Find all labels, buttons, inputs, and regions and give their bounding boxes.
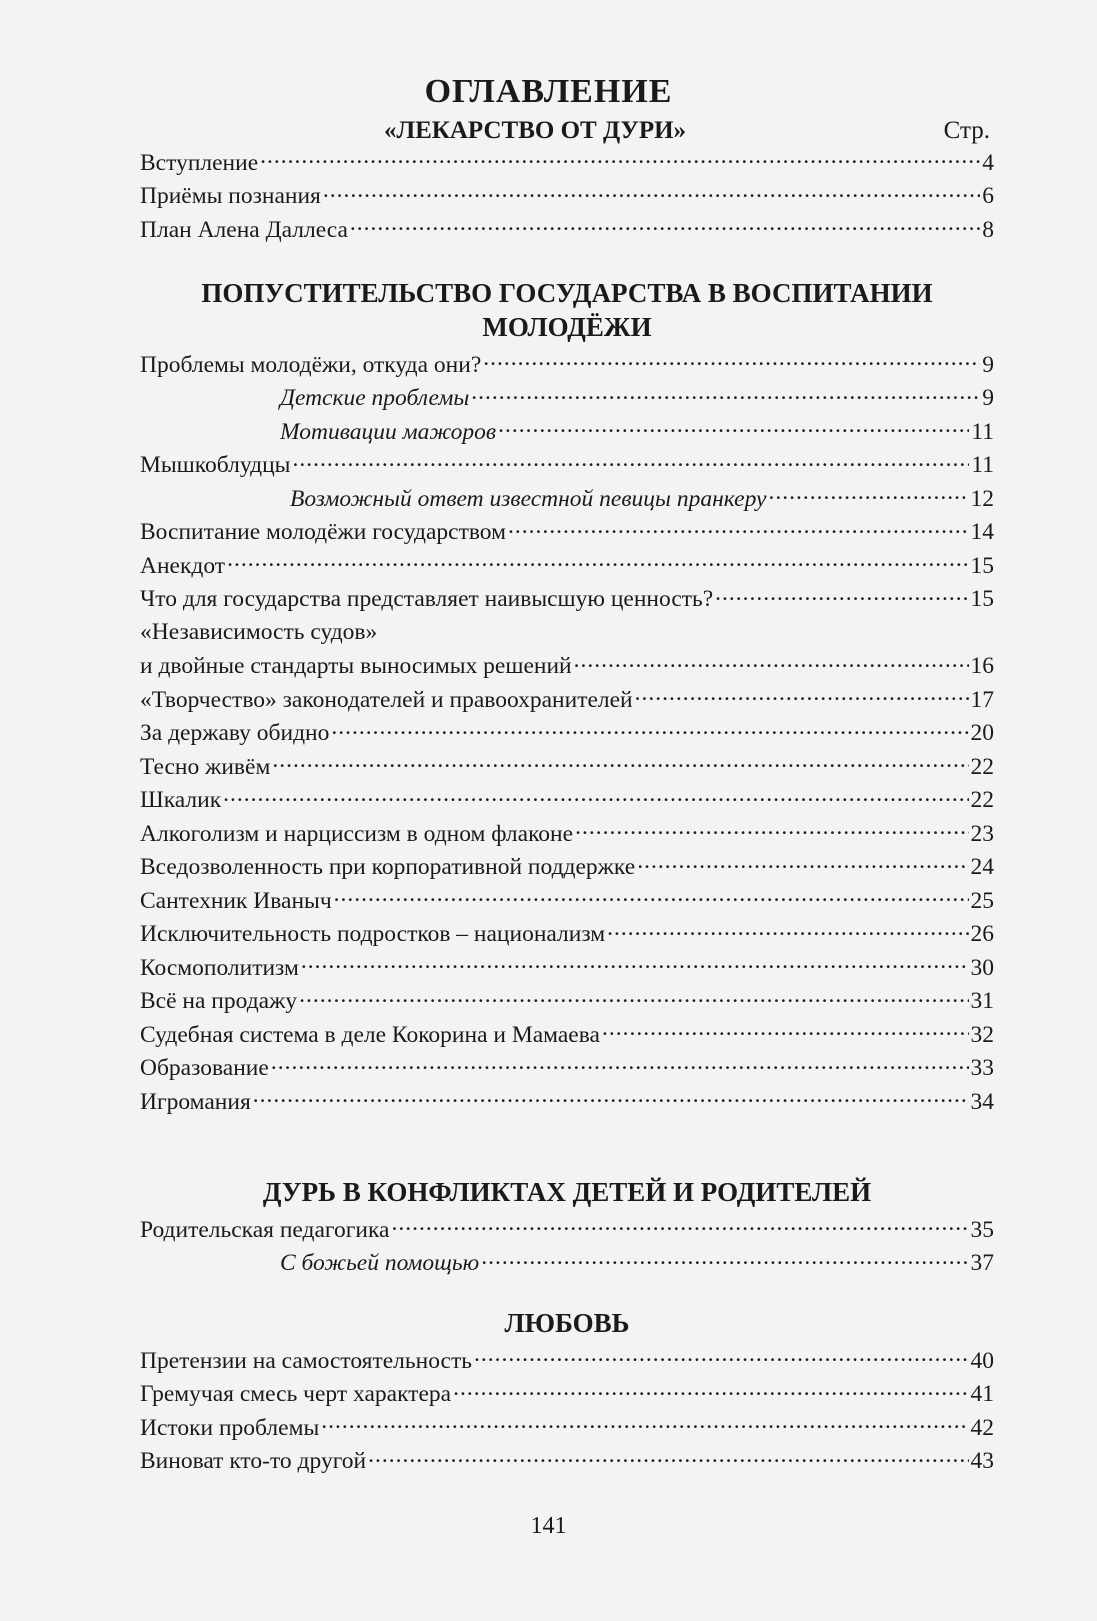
toc-section-1 — [140, 276, 994, 1119]
dot-leader — [768, 482, 968, 506]
toc-entry — [140, 784, 994, 818]
toc-entry — [140, 213, 994, 247]
dot-leader — [292, 449, 969, 473]
toc-entry-label: Возможный ответ известной певицы пранкеру — [290, 485, 767, 512]
toc-subentry — [140, 382, 994, 416]
section-heading: ЛЮБОВЬ — [504, 1308, 630, 1338]
toc-entry — [140, 1411, 994, 1445]
toc-entry-label: Приёмы познания — [140, 183, 321, 209]
toc-entry-page: 22 — [970, 753, 994, 780]
dot-leader — [227, 549, 968, 573]
toc-entry-label: Что для государства представляет наивысшую ценность? — [140, 586, 714, 612]
toc-entry — [140, 650, 994, 684]
toc-entry-page: 34 — [970, 1088, 994, 1115]
toc-entry-page: 4 — [982, 149, 994, 176]
toc-entry-page: 37 — [970, 1250, 994, 1276]
dot-leader — [331, 717, 968, 741]
dot-leader — [607, 918, 968, 942]
toc-entry-label: Алкоголизм и нарциссизм в одном флаконе — [140, 820, 574, 847]
toc-entry-page: 33 — [970, 1055, 994, 1081]
toc-entry-label: Истоки проблемы — [140, 1414, 320, 1441]
toc-entry-page: 25 — [970, 887, 994, 914]
toc-entry-page: 20 — [970, 720, 994, 746]
toc-entry-label: и двойные стандарты выносимых решений — [140, 653, 572, 679]
toc-entry-label: Вседозволенность при корпоративной поддержке — [140, 854, 636, 880]
dot-leader — [508, 516, 969, 540]
toc-entry-label: Тесно живём — [140, 753, 271, 780]
dot-leader — [481, 1247, 968, 1271]
toc-entry — [140, 1344, 994, 1378]
toc-entry-label: Сантехник Иваныч — [140, 887, 332, 914]
toc-entry-page: 8 — [982, 216, 994, 243]
toc-entry-label: Гремучая смесь черт характера — [140, 1381, 452, 1407]
dot-leader — [223, 784, 968, 808]
toc-entry — [140, 918, 994, 952]
toc-entry — [140, 683, 994, 717]
toc-entry-page: 40 — [970, 1347, 994, 1374]
dot-leader — [498, 415, 969, 439]
toc-entry-page: 22 — [970, 787, 994, 813]
toc-entry-page: 43 — [970, 1448, 994, 1474]
toc-entry-page: 14 — [970, 519, 994, 545]
page-number: 141 — [530, 1513, 567, 1539]
toc-entry-page: 32 — [970, 1021, 994, 1048]
toc-entry — [140, 616, 994, 650]
dot-leader — [350, 213, 980, 237]
section-heading: ДУРЬ В КОНФЛИКТАХ ДЕТЕЙ И РОДИТЕЛЕЙ — [262, 1177, 872, 1207]
toc-entry-page: 6 — [982, 183, 994, 209]
toc-entry — [140, 717, 994, 751]
toc-entry-label: Анекдот — [140, 552, 226, 579]
toc-entry-page: 12 — [970, 485, 994, 512]
dot-leader — [323, 180, 980, 204]
toc-entry-label: Проблемы молодёжи, откуда они? — [140, 351, 482, 378]
toc-entry — [140, 1085, 994, 1119]
dot-leader — [575, 817, 968, 841]
toc-entry — [140, 146, 994, 180]
dot-leader — [474, 1344, 969, 1368]
dot-leader — [471, 382, 980, 406]
toc-entry-label: Исключительность подростков – национализм — [140, 921, 606, 947]
dot-leader — [334, 884, 969, 908]
toc-entry-page: 9 — [982, 385, 994, 411]
toc-entry-label: Мышкоблудцы — [140, 452, 291, 478]
dot-leader — [260, 146, 980, 170]
toc-entry — [140, 549, 994, 583]
dot-leader — [321, 1411, 968, 1435]
toc-entry — [140, 884, 994, 918]
toc-entry — [140, 1052, 994, 1086]
page-column-label: Стр. — [943, 117, 990, 144]
toc-entry — [140, 583, 994, 617]
toc-entry — [140, 1213, 994, 1247]
toc-entry — [140, 1018, 994, 1052]
dot-leader — [391, 1213, 968, 1237]
section-heading: ПОПУСТИТЕЛЬСТВО ГОСУДАРСТВА В ВОСПИТАНИИ МОЛОДЁЖИ — [201, 278, 933, 342]
toc-entry-label: Игромания — [140, 1088, 251, 1115]
dot-leader — [368, 1445, 968, 1469]
toc-entry-label: «Творчество» законодателей и правоохранителей — [140, 686, 633, 713]
toc-entry — [140, 449, 994, 483]
toc-subentry — [140, 415, 994, 449]
toc-entry — [140, 951, 994, 985]
toc-entry-page: 41 — [970, 1381, 994, 1407]
toc-entry-page: 9 — [982, 351, 994, 378]
dot-leader — [635, 683, 969, 707]
toc-entry-label: Всё на продажу — [140, 988, 298, 1014]
toc-entry — [140, 817, 994, 851]
toc-entry — [140, 985, 994, 1019]
toc-entry — [140, 348, 994, 382]
toc-intro — [140, 146, 994, 247]
toc-entry-label: План Алена Даллеса — [140, 216, 348, 243]
dot-leader — [301, 951, 969, 975]
dot-leader — [715, 583, 968, 607]
dot-leader — [299, 985, 968, 1009]
toc-subentry — [140, 1247, 994, 1281]
dot-leader — [271, 1052, 969, 1076]
book-header — [140, 114, 990, 148]
toc-subentry — [140, 482, 994, 516]
toc-entry — [140, 1445, 994, 1479]
toc-entry — [140, 750, 994, 784]
toc-entry-page: 35 — [970, 1216, 994, 1243]
toc-section-3 — [140, 1306, 994, 1478]
page-title: ОГЛАВЛЕНИЕ — [424, 73, 673, 110]
toc-entry-label: Образование — [140, 1055, 269, 1081]
toc-entry-label: Виноват кто-то другой — [140, 1448, 367, 1474]
toc-entry — [140, 1378, 994, 1412]
dot-leader — [483, 348, 980, 372]
toc-entry — [140, 851, 994, 885]
toc-entry-page: 15 — [970, 586, 994, 612]
book-title: «ЛЕКАРСТВО ОТ ДУРИ» — [383, 117, 687, 144]
dot-leader — [574, 650, 969, 674]
dot-leader — [637, 851, 968, 875]
toc-entry-page: 17 — [970, 686, 994, 713]
toc-entry-label: Детские проблемы — [280, 385, 470, 411]
toc-entry-page: 15 — [970, 552, 994, 579]
toc-entry-page: 42 — [970, 1414, 994, 1441]
toc-entry-label: Судебная система в деле Кокорина и Мамаева — [140, 1021, 600, 1048]
toc-entry-page: 30 — [970, 954, 994, 981]
dot-leader — [602, 1018, 969, 1042]
toc-entry-label: Космополитизм — [140, 954, 299, 981]
toc-entry-label: Родительская педагогика — [140, 1216, 390, 1243]
toc-entry-label: За державу обидно — [140, 720, 330, 746]
dot-leader — [453, 1378, 968, 1402]
toc-section-2 — [140, 1175, 994, 1280]
toc-entry — [140, 180, 994, 214]
dot-leader — [253, 1085, 969, 1109]
toc-entry-page: 23 — [970, 820, 994, 847]
toc-entry-label: «Независимость судов» — [140, 619, 378, 645]
toc-entry-label: Шкалик — [140, 787, 222, 813]
toc-entry-label: Воспитание молодёжи государством — [140, 519, 506, 545]
toc-entry — [140, 516, 994, 550]
toc-entry-label: Претензии на самостоятельность — [140, 1347, 472, 1374]
toc-entry-page: 16 — [970, 653, 994, 679]
toc-entry-label: Вступление — [140, 149, 259, 176]
toc-entry-label: Мотивации мажоров — [280, 418, 497, 445]
toc-entry-page: 11 — [971, 452, 994, 478]
toc-entry-page: 31 — [970, 988, 994, 1014]
toc-entry-page: 24 — [970, 854, 994, 880]
dot-leader — [272, 750, 968, 774]
toc-entry-page: 11 — [971, 418, 994, 445]
toc-entry-label: С божьей помощью — [280, 1250, 480, 1276]
toc-entry-page: 26 — [970, 921, 994, 947]
